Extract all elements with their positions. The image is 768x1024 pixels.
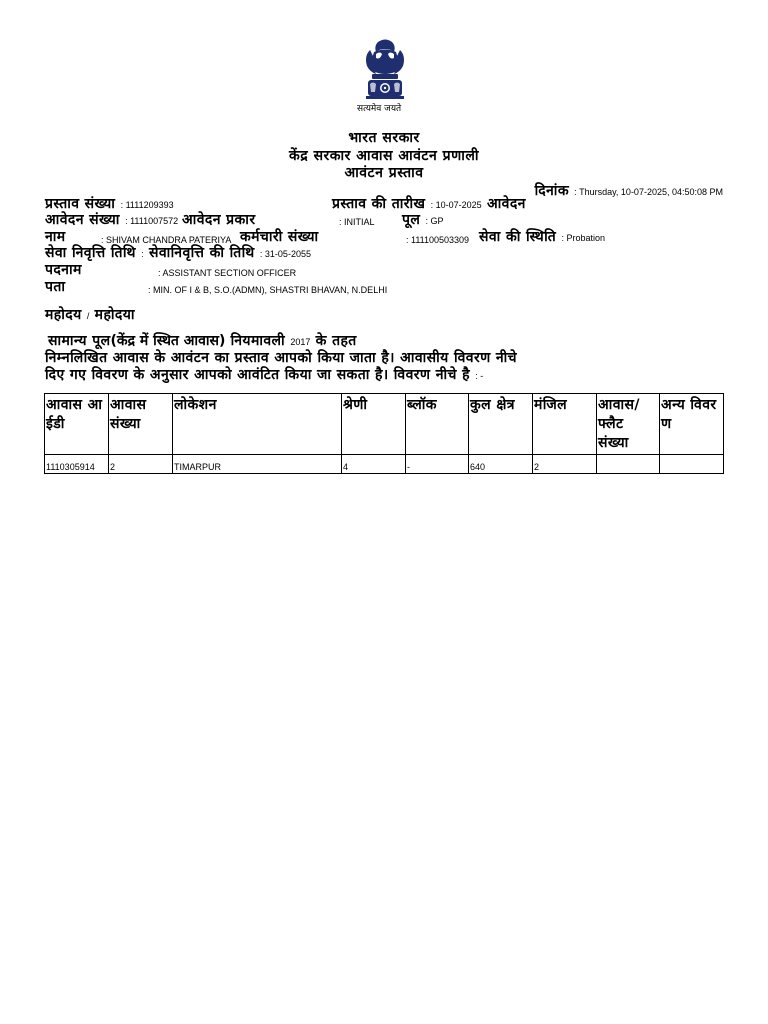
employee-code-label: कर्मचारी संख्या (240, 229, 319, 245)
application-type-label: आवेदन प्रकार (182, 212, 256, 228)
office-label: पता (45, 279, 66, 295)
table-header-row (45, 394, 724, 455)
para-line3-tail: : - (475, 371, 484, 381)
col-block: ब्लॉक (406, 394, 469, 455)
offer-date-row (332, 196, 526, 213)
retirement-date-label: सेवानिवृत्ति की तिथि (148, 245, 255, 261)
retirement-row (45, 245, 311, 262)
table-row (45, 455, 724, 474)
service-status-row (479, 229, 605, 246)
para-pool: सामान्य पूल (48, 333, 111, 349)
pool-label: पूल (402, 212, 421, 228)
cell-type: 4 (342, 455, 406, 474)
name-label: नाम (45, 229, 66, 245)
retirement-label: सेवा निवृत्ति तिथि (45, 245, 136, 261)
system-title: केंद्र सरकार आवास आवंटन प्रणाली (289, 148, 479, 164)
employee-code-row (240, 229, 318, 245)
cell-flat-no (597, 455, 660, 474)
salutation-separator: / (86, 311, 90, 321)
para-year: 2017 (290, 337, 311, 347)
paragraph-line-2: निम्नलिखित आवास के आवंटन का प्रस्ताव आपको किया जाता है। आवासीय विवरण नीचे (45, 350, 517, 366)
offer-no-label: प्रस्ताव संख्या (45, 196, 116, 212)
offer-date-label: प्रस्ताव की तारीख (332, 196, 426, 212)
col-floor: मंजिल (533, 394, 597, 455)
application-no-label: आवेदन संख्या (45, 212, 120, 228)
cell-block: - (406, 455, 469, 474)
cell-area: 640 (469, 455, 533, 474)
cell-quarter-id: 1110305914 (45, 455, 109, 474)
application-no-value: : 1111007572 (125, 216, 179, 226)
date-label: दिनांक (534, 183, 569, 199)
application-type-row (182, 212, 255, 228)
salutation (45, 307, 135, 324)
para-line3-text: दिए गए विवरण के अनुसार आपको आवंटित किया जा सकता है। विवरण नीचे है (45, 367, 470, 383)
col-location: लोकेशन (173, 394, 342, 455)
application-row (45, 212, 178, 229)
emblem-motto: सत्यमेव जयते (357, 104, 402, 114)
paragraph-line-3 (45, 367, 483, 384)
pool-row (402, 212, 444, 229)
col-quarter-id: आवास आईडी (45, 394, 109, 455)
document-title: आवंटन प्रस्ताव (344, 165, 424, 181)
cell-floor: 2 (533, 455, 597, 474)
office-row (45, 279, 65, 295)
offer-date-value: : 10-07-2025 (430, 200, 482, 210)
date-line (535, 180, 723, 199)
salutation-madam: महोदया (94, 307, 135, 323)
quarter-details-table (44, 393, 724, 474)
paragraph-line-1 (48, 333, 357, 350)
col-type: श्रेणी (342, 394, 406, 455)
employee-code-value: : 111100503309 (406, 235, 470, 245)
designation-label: पदनाम (45, 262, 82, 278)
col-other: अन्य विवरण (660, 394, 724, 455)
application-label: आवेदन (486, 196, 526, 212)
cell-quarter-no: 2 (109, 455, 173, 474)
designation-value: : ASSISTANT SECTION OFFICER (158, 268, 297, 278)
col-flat-no: आवास/ फ्लैट संख्या (597, 394, 660, 455)
retirement-separator: : (141, 249, 144, 259)
office-value: : MIN. OF I & B, S.O.(ADMN), SHASTRI BHAVAN, N.DELHI (148, 285, 388, 295)
service-status-label: सेवा की स्थिति (479, 229, 557, 245)
para-under: के तहत (315, 333, 357, 349)
offer-row (45, 196, 174, 213)
date-value: : Thursday, 10-07-2025, 04:50:08 PM (574, 187, 723, 197)
para-paren: (केंद्र में स्थित आवास) (110, 333, 226, 349)
cell-location: TIMARPUR (173, 455, 342, 474)
service-status-value: : Probation (561, 233, 605, 243)
application-type-value: : INITIAL (339, 217, 375, 227)
pool-value: : GP (425, 216, 444, 226)
offer-no-value: : 1111209393 (120, 200, 174, 210)
salutation-sir: महोदय (45, 307, 82, 323)
col-quarter-no: आवास संख्या (109, 394, 173, 455)
col-area: कुल क्षेत्र (469, 394, 533, 455)
government-title: भारत सरकार (348, 130, 420, 146)
cell-other (660, 455, 724, 474)
name-row (45, 229, 66, 245)
designation-row (45, 262, 82, 278)
para-rules: नियमावली (230, 333, 286, 349)
name-value: : SHIVAM CHANDRA PATERIYA (101, 235, 232, 245)
retirement-date-value: : 31-05-2055 (259, 249, 311, 259)
